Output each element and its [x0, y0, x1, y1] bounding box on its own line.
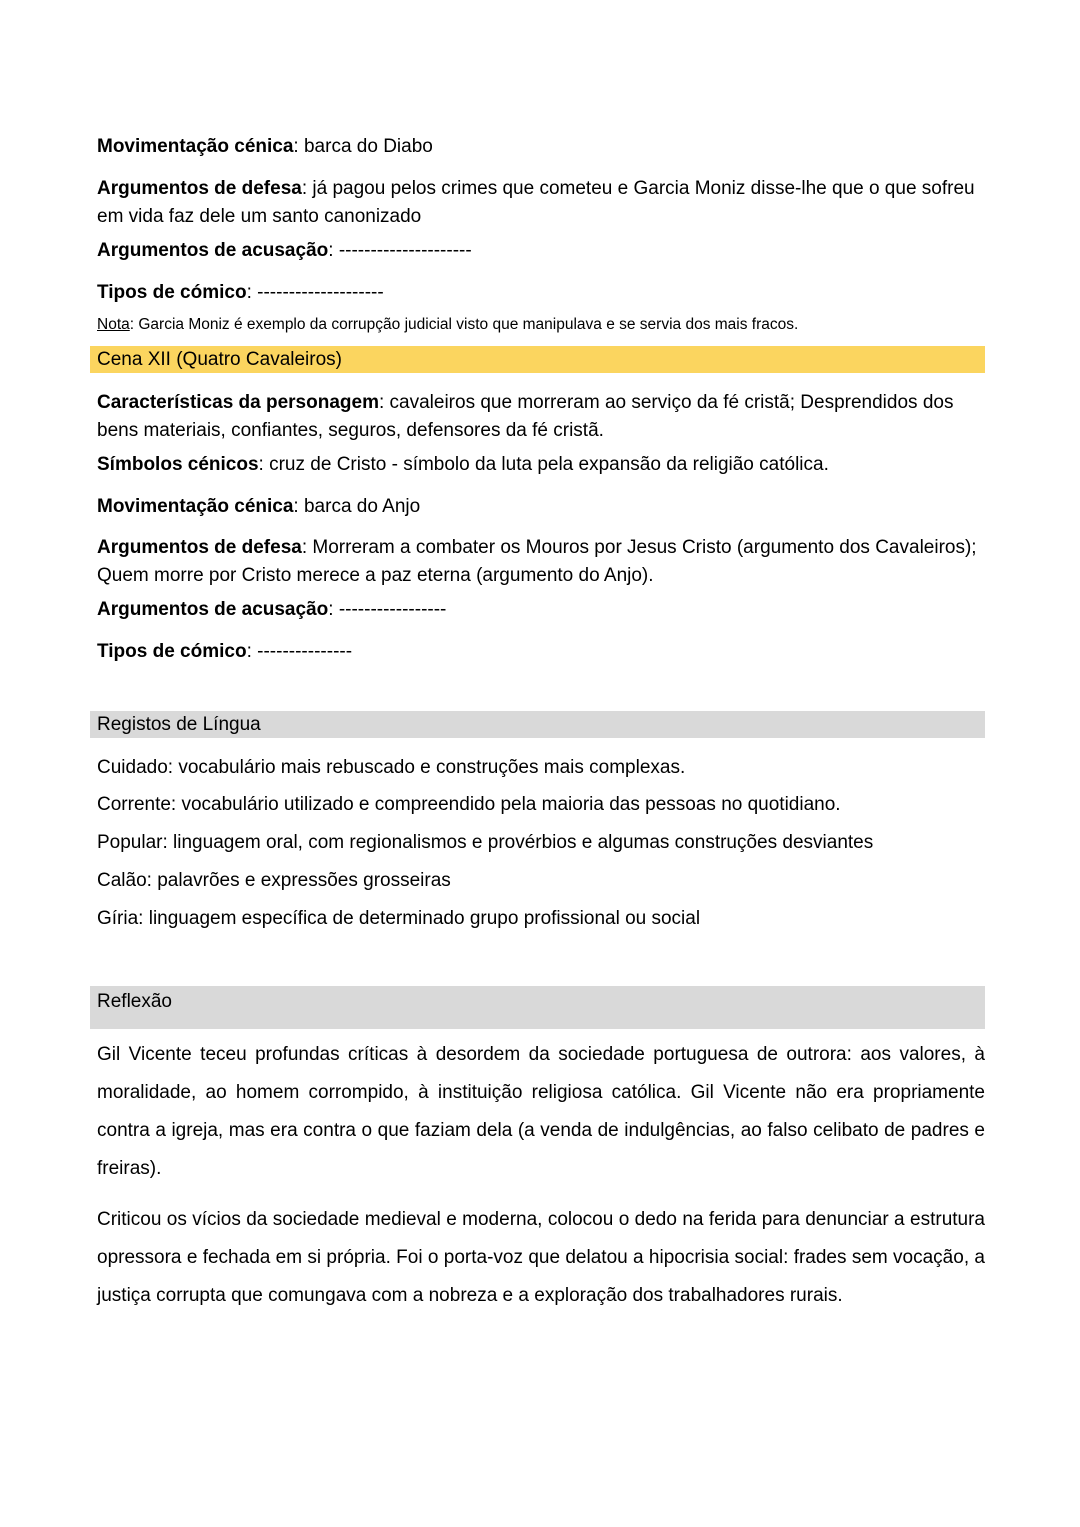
section-heading-cena-xii: [90, 346, 985, 373]
field-value: barca do Anjo: [303, 496, 421, 517]
field-movimentacao-cenica-2: [97, 493, 985, 521]
field-value: cavaleiros que morreram ao serviço da fé cristã; Desprendidos dos bens materiais, confiantes, seguros, defensores da fé cristã.: [97, 392, 954, 441]
registo-item-calao: Calão: palavrões e expressões grosseiras: [97, 870, 451, 891]
field-value: barca do Diabo: [303, 136, 433, 157]
section-heading-registos: [90, 711, 985, 738]
label-separator: :: [258, 454, 270, 475]
registo-item-corrente: Corrente: vocabulário utilizado e compreendido pela maioria das pessoas no quotidiano.: [97, 794, 841, 815]
label-separator: :: [293, 136, 304, 157]
label-separator: :: [301, 537, 313, 558]
field-argumentos-defesa-2: [97, 534, 985, 590]
field-simbolos-cenicos: [97, 451, 985, 479]
field-label: Características da personagem: [97, 392, 379, 413]
section-heading-text: Registos de Língua: [97, 714, 261, 735]
registo-item-giria: Gíria: linguagem específica de determinado grupo profissional ou social: [97, 908, 701, 929]
field-value: já pagou pelos crimes que cometeu e Garcia Moniz disse-lhe que o que sofreu em vida faz dele um santo canonizado: [97, 178, 975, 227]
section-heading-reflexao: [90, 986, 985, 1029]
field-argumentos-acusacao-1: [97, 237, 985, 265]
reflexao-paragraph-2: Criticou os vícios da sociedade medieval e moderna, colocou o dedo na ferida para denunciar a estrutura opressora e fechada em si própria. Foi o porta-voz que delatou a hipocrisia social: frades sem vocação, a justiça corrupta que comungava com a nobreza e a exploração dos trabalhadores rurais.: [97, 1209, 985, 1306]
field-label: Argumentos de defesa: [97, 537, 302, 558]
reflexao-paragraph-1: Gil Vicente teceu profundas críticas à desordem da sociedade portuguesa de outrora: aos valores, à moralidade, ao homem corrompido, à instituição religiosa católica. Gil Vicente não era propriamente contra a igreja, mas era contra o que faziam dela (a venda de indulgências, ao falso celibato de padres e freiras).: [97, 1044, 985, 1179]
label-separator: :: [301, 178, 313, 199]
field-label: Argumentos de defesa: [97, 178, 302, 199]
label-separator: :: [246, 641, 258, 662]
nota-text: Garcia Moniz é exemplo da corrupção judicial visto que manipulava e se servia dos mais fracos.: [138, 316, 799, 333]
section-heading-text: Cena XII (Quatro Cavaleiros): [97, 349, 342, 370]
field-label: Movimentação cénica: [97, 496, 294, 517]
label-separator: :: [328, 599, 339, 620]
field-value: Morreram a combater os Mouros por Jesus Cristo (argumento dos Cavaleiros); Quem morre por Cristo merece a paz eterna (argumento do Anjo).: [97, 537, 977, 586]
label-separator: :: [293, 496, 304, 517]
field-tipos-comico-1: [97, 279, 985, 307]
field-label: Tipos de cómico: [97, 641, 247, 662]
field-value-dashes: ---------------: [257, 641, 353, 662]
field-caracteristicas: [97, 389, 985, 445]
label-separator: :: [378, 392, 390, 413]
field-label: Tipos de cómico: [97, 282, 247, 303]
label-separator: :: [328, 240, 339, 261]
field-label: Argumentos de acusação: [97, 240, 329, 261]
label-separator: :: [129, 316, 139, 333]
field-argumentos-acusacao-2: [97, 596, 985, 624]
field-value-dashes: -----------------: [338, 599, 447, 620]
registo-item-popular: Popular: linguagem oral, com regionalismos e provérbios e algumas construções desviantes: [97, 832, 874, 853]
section-heading-text: Reflexão: [97, 991, 172, 1012]
nota-label: Nota: [97, 316, 130, 333]
label-separator: :: [246, 282, 258, 303]
field-value-dashes: --------------------: [257, 282, 384, 303]
field-label: Movimentação cénica: [97, 136, 294, 157]
field-label: Argumentos de acusação: [97, 599, 329, 620]
field-argumentos-defesa-1: [97, 175, 985, 231]
field-value: cruz de Cristo - símbolo da luta pela expansão da religião católica.: [269, 454, 829, 475]
registo-item-cuidado: Cuidado: vocabulário mais rebuscado e construções mais complexas.: [97, 757, 686, 778]
field-movimentacao-cenica-1: [97, 133, 985, 161]
field-label: Símbolos cénicos: [97, 454, 259, 475]
field-tipos-comico-2: [97, 638, 985, 666]
field-value-dashes: ---------------------: [338, 240, 472, 261]
nota-line: [97, 315, 985, 335]
